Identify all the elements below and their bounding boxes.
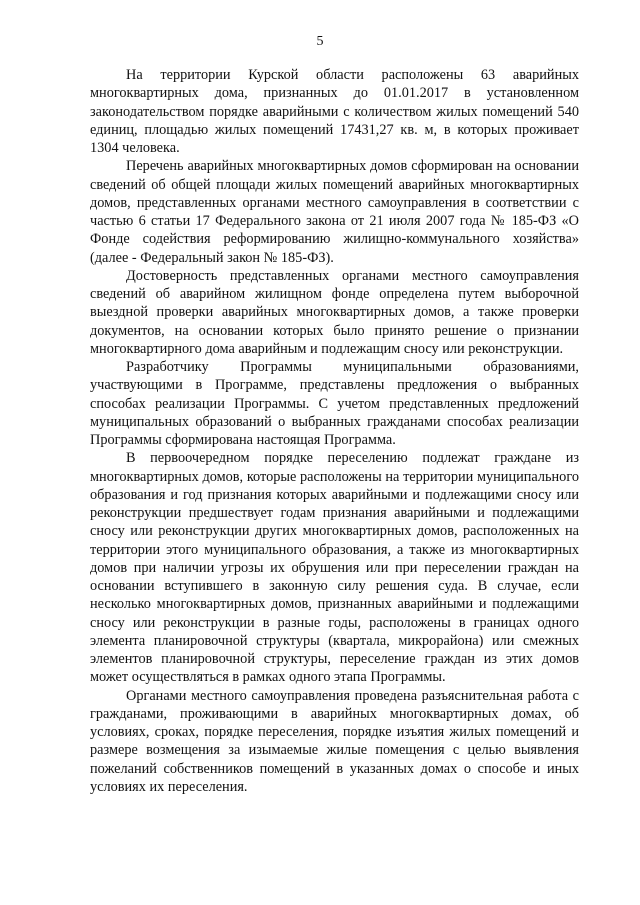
paragraph-implementation-methods: Разработчику Программы муниципальными образованиями, участвующими в Программе, представлены предложения о выбранных способах реализации Программы. С учетом представленных предложений муниципальных образований о выбранных гражданами способах реализации Программы сформирована настоящая Программа. xyxy=(90,359,579,448)
paragraph-outreach-work: Органами местного самоуправления проведена разъяснительная работа с гражданами, проживающими в аварийных многоквартирных домах, об условиях, сроках, порядке переселения, порядке изъятия жилых помещений и размере возмещения за изымаемые жилые помещения с целью выявления пожеланий собственников помещений в указанных домах о способе и иных условиях их переселения. xyxy=(90,687,579,795)
paragraph-emergency-housing-stats: На территории Курской области расположены 63 аварийных многоквартирных дома, признанных до 01.01.2017 в установленном законодательством порядке аварийными с количеством жилых помещений 540 единиц, площадью жилых помещений 17431,27 кв. м, в которых проживает 1304 человека. xyxy=(90,67,579,156)
document-body xyxy=(90,66,579,796)
page-number: 5 xyxy=(316,34,324,49)
paragraph-housing-list-basis: Перечень аварийных многоквартирных домов сформирован на основании сведений об общей площади жилых помещений аварийных многоквартирных домов, представленных органами местного самоуправления в соответствии с частью 6 статьи 17 Федерального закона от 21 июля 2007 года № 185-ФЗ «О Фонде содействия реформированию жилищно-коммунального хозяйства» (далее - Федеральный закон № 185-ФЗ). xyxy=(90,158,579,266)
paragraph-resettlement-priority: В первоочередном порядке переселению подлежат граждане из многоквартирных домов, которые расположены на территории муниципального образования и год признания которых аварийными и подлежащими сносу или реконструкции предшествует годам признания аварийными и подлежащими сносу или реконструкции других многоквартирных домов, расположенных на территории этого муниципального образования, а также из многоквартирных домов при наличии угрозы их обрушения или при переселении граждан на основании вступившего в законную силу решения суда. В случае, если несколько многоквартирных домов, признанных аварийными и подлежащими сносу или реконструкции в разные годы, расположены в границах одного элемента планировочной структуры (квартала, микрорайона) или смежных элементов планировочной структуры, переселение граждан из этих домов может осуществляться в рамках одного этапа Программы. xyxy=(90,450,579,686)
paragraph-data-verification: Достоверность представленных органами местного самоуправления сведений об аварийном жилищном фонде определена путем выборочной выездной проверки аварийных многоквартирных домов, а также проверки документов, на основании которых было принято решение о признании многоквартирного дома аварийным и подлежащим сносу или реконструкции. xyxy=(90,267,579,357)
